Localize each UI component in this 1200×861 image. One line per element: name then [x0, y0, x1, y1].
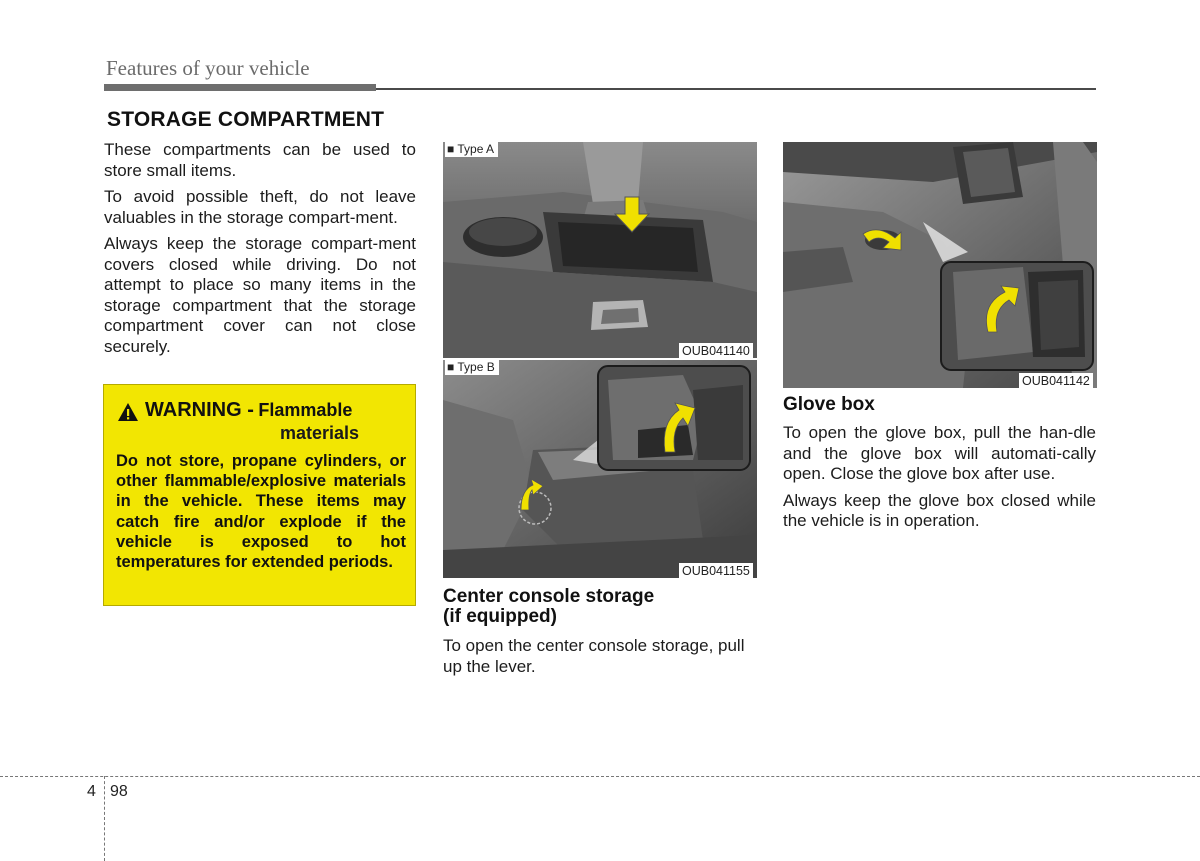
figure-console-type-a: [443, 142, 757, 358]
running-header: Features of your vehicle: [106, 56, 310, 80]
intro-text: [104, 140, 416, 363]
warning-triangle-icon: [117, 402, 139, 422]
header-rule-thin: [376, 88, 1096, 90]
figure-type-b-code: OUB041155: [679, 563, 753, 579]
center-console-heading-line2: (if equipped): [443, 606, 557, 627]
center-console-text: [443, 636, 757, 683]
glove-box-heading: Glove box: [783, 394, 875, 415]
intro-paragraph-1: These compartments can be used to store small items.: [104, 140, 416, 180]
page-number: 98: [110, 783, 128, 800]
footer-rule: [0, 776, 1200, 777]
intro-paragraph-3: Always keep the storage compart-ment covers closed while driving. Do not attempt to place so many items in the storage compartment that the storage compartment cover can not close securely.: [104, 234, 416, 356]
console-type-b-illustration: [443, 360, 757, 578]
center-console-heading-line1: Center console storage: [443, 586, 655, 607]
warning-topic-line2: materials: [280, 423, 360, 443]
glove-box-text: [783, 423, 1096, 538]
center-console-heading: [443, 587, 654, 627]
warning-heading: [145, 399, 352, 422]
header-rule-thick: [104, 84, 376, 91]
warning-label: WARNING -: [145, 399, 254, 421]
glove-box-paragraph-2: Always keep the glove box closed while the vehicle is in operation.: [783, 490, 1096, 530]
figure-glove-code: OUB041142: [1019, 373, 1093, 389]
intro-paragraph-2: To avoid possible theft, do not leave valuables in the storage compart-ment.: [104, 187, 416, 227]
warning-topic-line1: Flammable: [258, 400, 353, 420]
section-title: STORAGE COMPARTMENT: [107, 108, 385, 131]
warning-body: Do not store, propane cylinders, or other flammable/explosive materials in the vehicle. These items may catch fire and/or explode if the vehicle is exposed to hot temperatures for extended periods.: [116, 452, 406, 572]
center-console-body: To open the center console storage, pull up the lever.: [443, 636, 745, 676]
figure-glove-box: [783, 142, 1097, 388]
figure-type-a-code: OUB041140: [679, 343, 753, 359]
warning-box: [103, 384, 416, 606]
glove-box-illustration: [783, 142, 1097, 388]
figure-console-type-b: [443, 360, 757, 578]
footer-divider: [104, 776, 105, 861]
console-type-a-illustration: [443, 142, 757, 358]
figure-type-a-label: ■ Type A: [445, 142, 498, 157]
glove-box-paragraph-1: To open the glove box, pull the han-dle and the glove box will automati-cally open. Close the glove box after use.: [783, 423, 1096, 483]
chapter-number: 4: [87, 783, 96, 800]
figure-type-b-label: ■ Type B: [445, 360, 499, 375]
